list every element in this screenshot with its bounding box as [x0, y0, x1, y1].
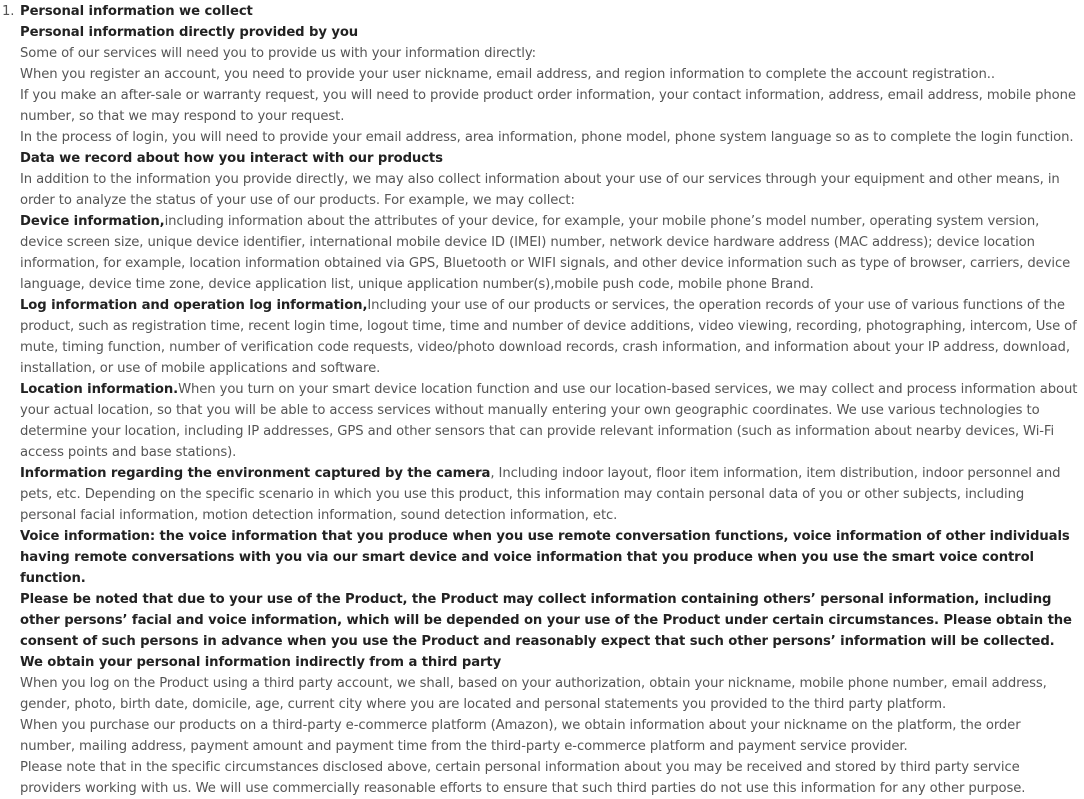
device-information-label: Device information,	[20, 214, 165, 229]
direct-intro: Some of our services will need you to provide us with your information directly:	[20, 46, 536, 61]
third-party-account: When you log on the Product using a third party account, we shall, based on your authorization, obtain your nickname, mobile phone number, email address, gender, photo, birth date, domicile, age, current city where you are located and personal statements you provided to the third party platform.	[20, 676, 1047, 712]
camera-information-paragraph	[20, 463, 1078, 526]
camera-information-label: Information regarding the environment captured by the camera	[20, 466, 491, 481]
third-party-purchase: When you purchase our products on a third-party e-commerce platform (Amazon), we obtain information about your nickname on the platform, the order number, mailing address, payment amount and payment time from the third-party e-commerce platform and payment service provider.	[20, 718, 1021, 754]
third-party-heading: We obtain your personal information indirectly from a third party	[20, 655, 502, 670]
direct-heading: Personal information directly provided by you	[20, 25, 359, 40]
location-information-paragraph	[20, 379, 1078, 463]
section-title: Personal information we collect	[20, 4, 253, 19]
consent-notice-paragraph: Please be noted that due to your use of the Product, the Product may collect information containing others’ personal information, including other persons’ facial and voice information, which will be depended on your use of the Product under certain circumstances. Please obtain the consent of such persons in advance when you use the Product and reasonably expect that such other persons’ information will be collected.	[20, 592, 1072, 649]
section-number: 1.	[2, 4, 15, 19]
location-information-text: When you turn on your smart device location function and use our location-based services, we may collect and process information about your actual location, so that you will be able to access services without manually entering your own geographic coordinates. We use various technologies to determine your location, including IP addresses, GPS and other sensors that can provide relevant information (such as information about nearby devices, Wi-Fi access points and base stations).	[20, 382, 1078, 460]
third-party-storage: Please note that in the specific circumstances disclosed above, certain personal information about you may be received and stored by third party service providers working with us. We will use commercially reasonable efforts to ensure that such third parties do not use this information for any other purpose.	[20, 760, 1026, 796]
interaction-intro: In addition to the information you provide directly, we may also collect information about your use of our services through your equipment and other means, in order to analyze the status of your use of our products. For example, we may collect:	[20, 172, 1060, 208]
location-information-label: Location information.	[20, 382, 179, 397]
camera-information-text: , Including indoor layout, floor item information, item distribution, indoor personnel and pets, etc. Depending on the specific scenario in which you use this product, this information may contain personal data of you or other subjects, including personal facial information, motion detection information, sound detection information, etc.	[20, 466, 1061, 523]
interaction-heading: Data we record about how you interact with our products	[20, 151, 443, 166]
direct-aftersale: If you make an after-sale or warranty request, you will need to provide product order information, your contact information, address, email address, mobile phone number, so that we may respond to your request.	[20, 88, 1076, 124]
device-information-paragraph	[20, 211, 1078, 295]
log-information-label: Log information and operation log information,	[20, 298, 368, 313]
direct-register: When you register an account, you need to provide your user nickname, email address, and region information to complete the account registration..	[20, 67, 995, 82]
voice-information-paragraph: Voice information: the voice information that you produce when you use remote conversation functions, voice information of other individuals having remote conversations with you via our smart device and voice information that you produce when you use the smart voice control function.	[20, 529, 1070, 586]
direct-login: In the process of login, you will need to provide your email address, area information, phone model, phone system language so as to complete the login function.	[20, 130, 1074, 145]
device-information-text: including information about the attributes of your device, for example, your mobile phone’s model number, operating system version, device screen size, unique device identifier, international mobile device ID (IMEI) number, network device hardware address (MAC address); device location information, for example, location information obtained via GPS, Bluetooth or WIFI signals, and other device information such as type of browser, carriers, device language, device time zone, device application list, unique application number(s),mobile push code, mobile phone Brand.	[20, 214, 1071, 292]
log-information-text: Including your use of our products or services, the operation records of your use of various functions of the product, such as registration time, recent login time, logout time, time and number of device additions, video viewing, recording, photographing, intercom, Use of mute, timing function, number of verification code requests, video/photo download records, crash information, and information about your IP address, download, installation, or use of mobile applications and software.	[20, 298, 1077, 376]
log-information-paragraph	[20, 295, 1078, 379]
